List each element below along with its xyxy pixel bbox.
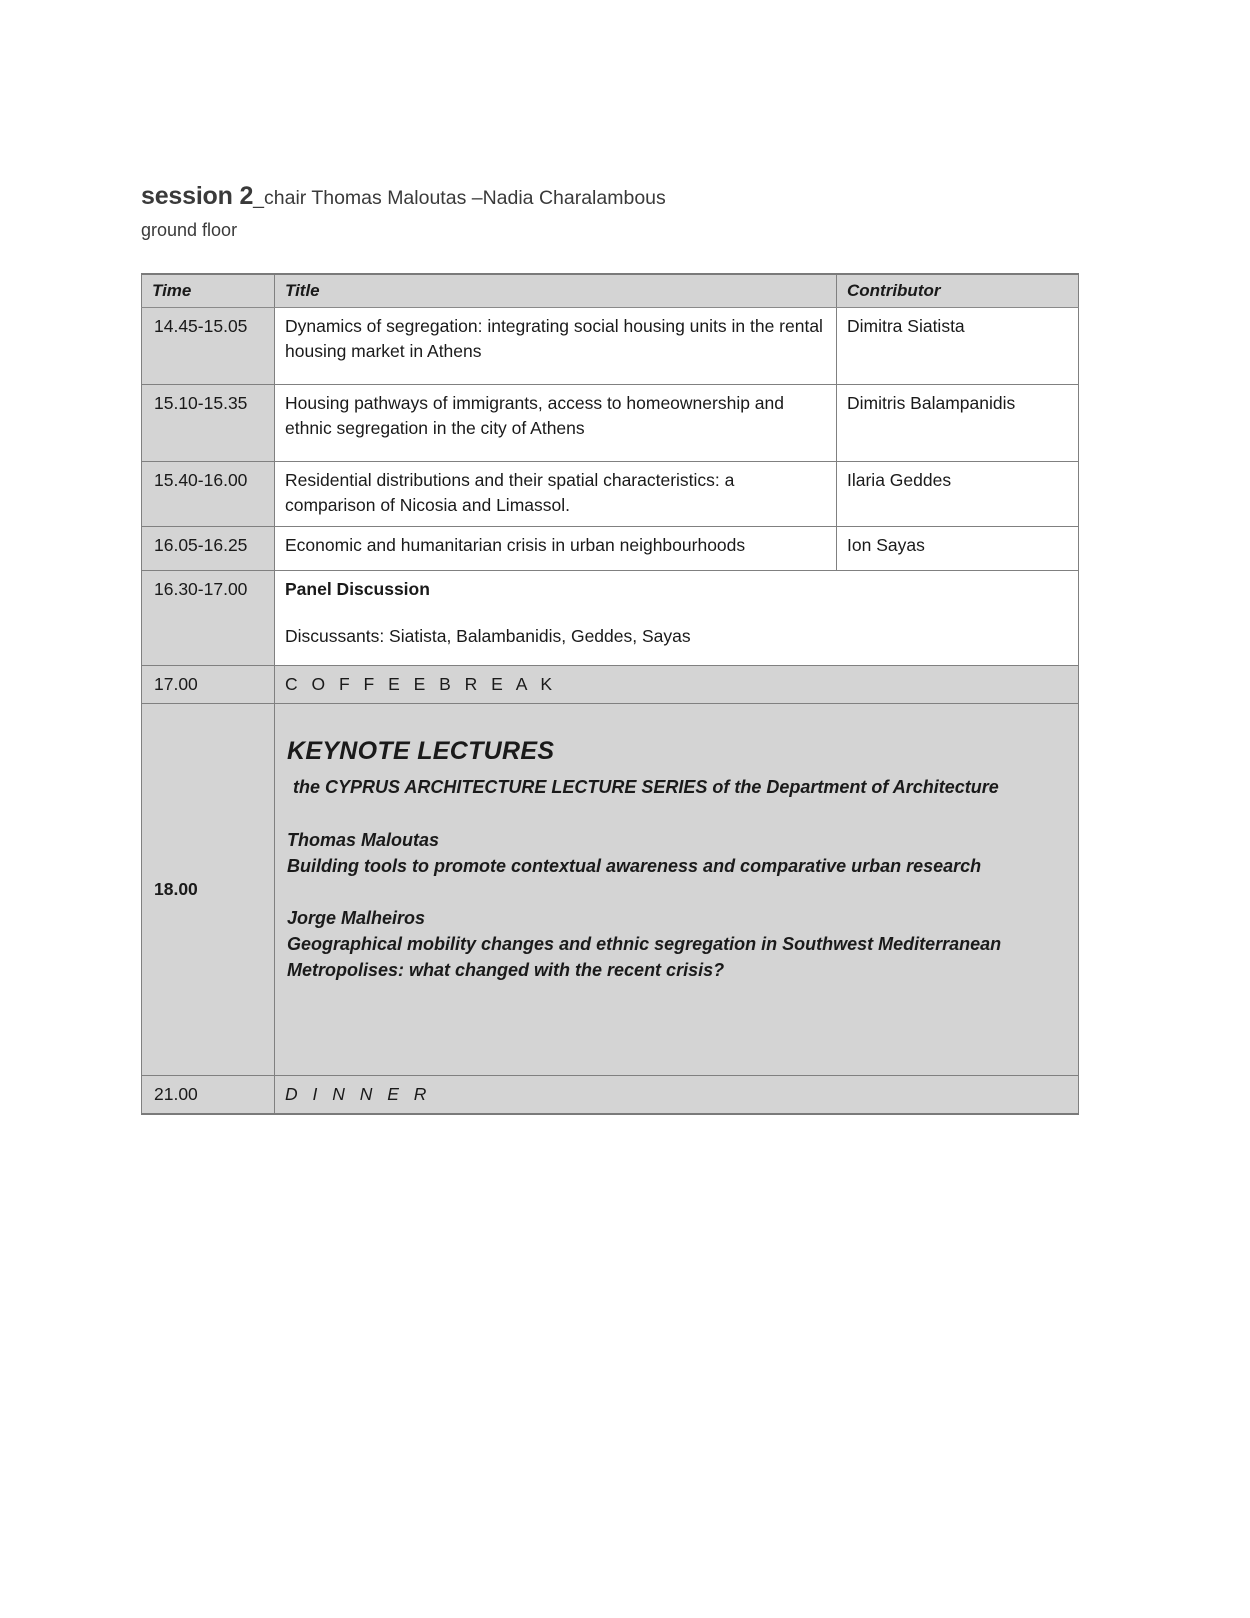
cell-time: 18.00 — [142, 703, 275, 1076]
panel-discussion-row — [142, 571, 1079, 666]
dinner-row — [142, 1076, 1079, 1114]
keynote-gap — [287, 801, 1068, 827]
keynote-subtitle: the CYPRUS ARCHITECTURE LECTURE SERIES of the Department of Architecture — [293, 777, 999, 798]
cell-title: Residential distributions and their spatial characteristics: a comparison of Nicosia and Limassol. — [275, 462, 837, 527]
column-header-time: Time — [142, 274, 275, 308]
table-row — [142, 385, 1079, 462]
session-chair: _chair Thomas Maloutas –Nadia Charalambous — [253, 187, 666, 209]
table-row — [142, 462, 1079, 527]
cell-contributor: Ilaria Geddes — [837, 462, 1079, 527]
schedule-table — [141, 273, 1079, 1115]
cell-title: Housing pathways of immigrants, access to homeownership and ethnic segregation in the city of Athens — [275, 385, 837, 462]
cell-contributor: Ion Sayas — [837, 527, 1079, 571]
keynote-gap — [287, 879, 1068, 905]
panel-spacer — [285, 602, 1069, 624]
cell-contributor: Dimitra Siatista — [837, 308, 1079, 385]
session-heading — [141, 182, 1081, 241]
coffee-break-row — [142, 666, 1079, 704]
cell-title: Dynamics of segregation: integrating social housing units in the rental housing market in Athens — [275, 308, 837, 385]
cell-title: Economic and humanitarian crisis in urban neighbourhoods — [275, 527, 837, 571]
keynote-title: KEYNOTE LECTURES — [287, 736, 555, 765]
table-row — [142, 308, 1079, 385]
session-floor: ground floor — [141, 219, 238, 240]
cell-time: 15.40-16.00 — [142, 462, 275, 527]
column-header-contributor: Contributor — [837, 274, 1079, 308]
panel-heading: Panel Discussion — [285, 579, 430, 600]
column-header-title: Title — [275, 274, 837, 308]
cell-time: 14.45-15.05 — [142, 308, 275, 385]
cell-time: 16.30-17.00 — [142, 571, 275, 666]
table-header-row — [142, 274, 1079, 308]
session-title: session 2 — [141, 182, 254, 210]
coffee-break-label: C O F F E E B R E A K — [275, 666, 1079, 704]
keynote-row — [142, 703, 1079, 1076]
dinner-label: D I N N E R — [275, 1076, 1079, 1114]
cell-time: 17.00 — [142, 666, 275, 704]
keynote-speaker-talk: Building tools to promote contextual awareness and comparative urban research — [287, 856, 982, 877]
keynote-bottom-pad — [287, 983, 1068, 1035]
session-heading-line — [141, 182, 1081, 211]
cell-time: 16.05-16.25 — [142, 527, 275, 571]
table-row — [142, 527, 1079, 571]
keynote-speaker-talk: Geographical mobility changes and ethnic segregation in Southwest Mediterranean Metropolises: what changed with the recent crisis? — [287, 934, 1002, 981]
cell-time: 15.10-15.35 — [142, 385, 275, 462]
keynote-speaker-name: Thomas Maloutas — [287, 830, 440, 851]
cell-contributor: Dimitris Balampanidis — [837, 385, 1079, 462]
keynote-block — [275, 703, 1079, 1076]
panel-discussants: Discussants: Siatista, Balambanidis, Geddes, Sayas — [285, 625, 691, 646]
cell-time: 21.00 — [142, 1076, 275, 1114]
cell-panel-discussion — [275, 571, 1079, 666]
keynote-speaker-name: Jorge Malheiros — [287, 908, 426, 929]
